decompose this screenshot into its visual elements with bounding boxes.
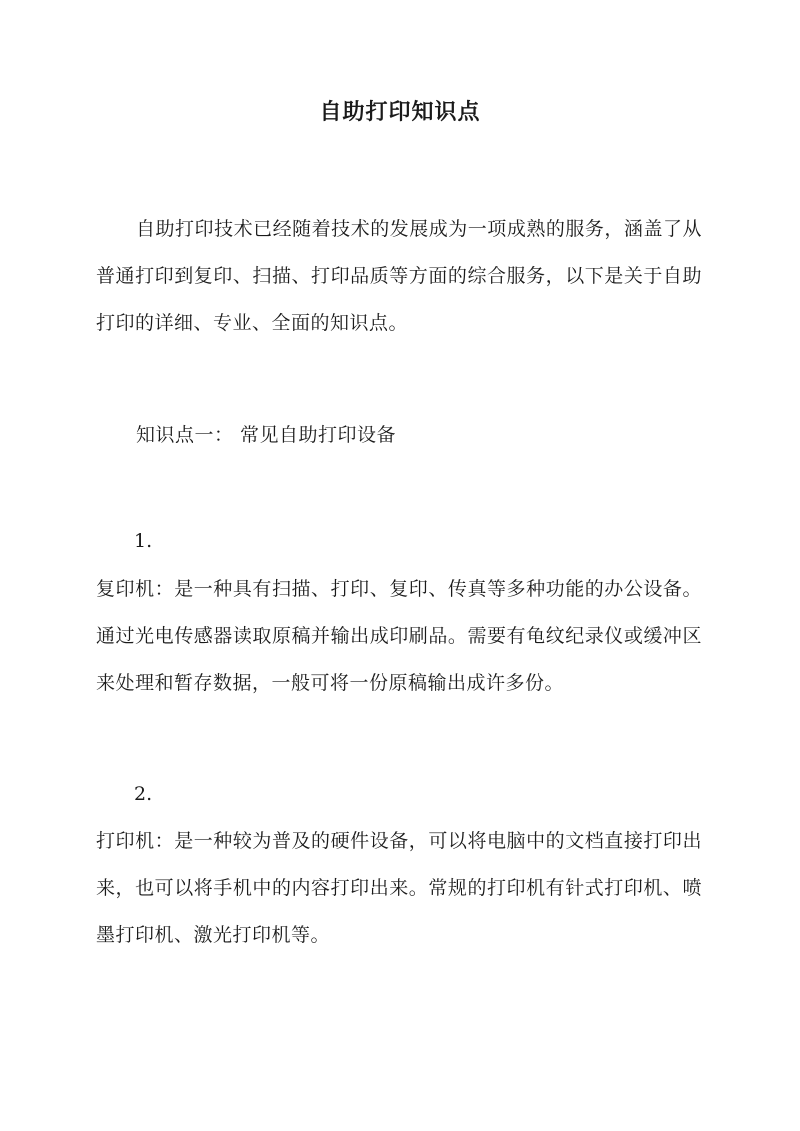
- item-number-1: 1.: [134, 530, 153, 552]
- section-heading: 知识点一： 常见自助打印设备: [136, 424, 397, 446]
- document-title: 自助打印知识点: [319, 99, 481, 125]
- item-number-2: 2.: [134, 783, 153, 805]
- item-text-1: 复印机：是一种具有扫描、打印、复印、传真等多种功能的办公设备。通过光电传感器读取原稿并输出成印刷品。需要有龟纹纪录仪或缓冲区来处理和暂存数据，一般可将一份原稿输出成许多份。: [96, 578, 702, 694]
- intro-paragraph: 自助打印技术已经随着技术的发展成为一项成熟的服务，涵盖了从普通打印到复印、扫描、打印品质等方面的综合服务，以下是关于自助打印的详细、专业、全面的知识点。: [96, 218, 702, 334]
- item-text-2: 打印机：是一种较为普及的硬件设备，可以将电脑中的文档直接打印出来，也可以将手机中的内容打印出来。常规的打印机有针式打印机、喷墨打印机、激光打印机等。: [96, 830, 702, 946]
